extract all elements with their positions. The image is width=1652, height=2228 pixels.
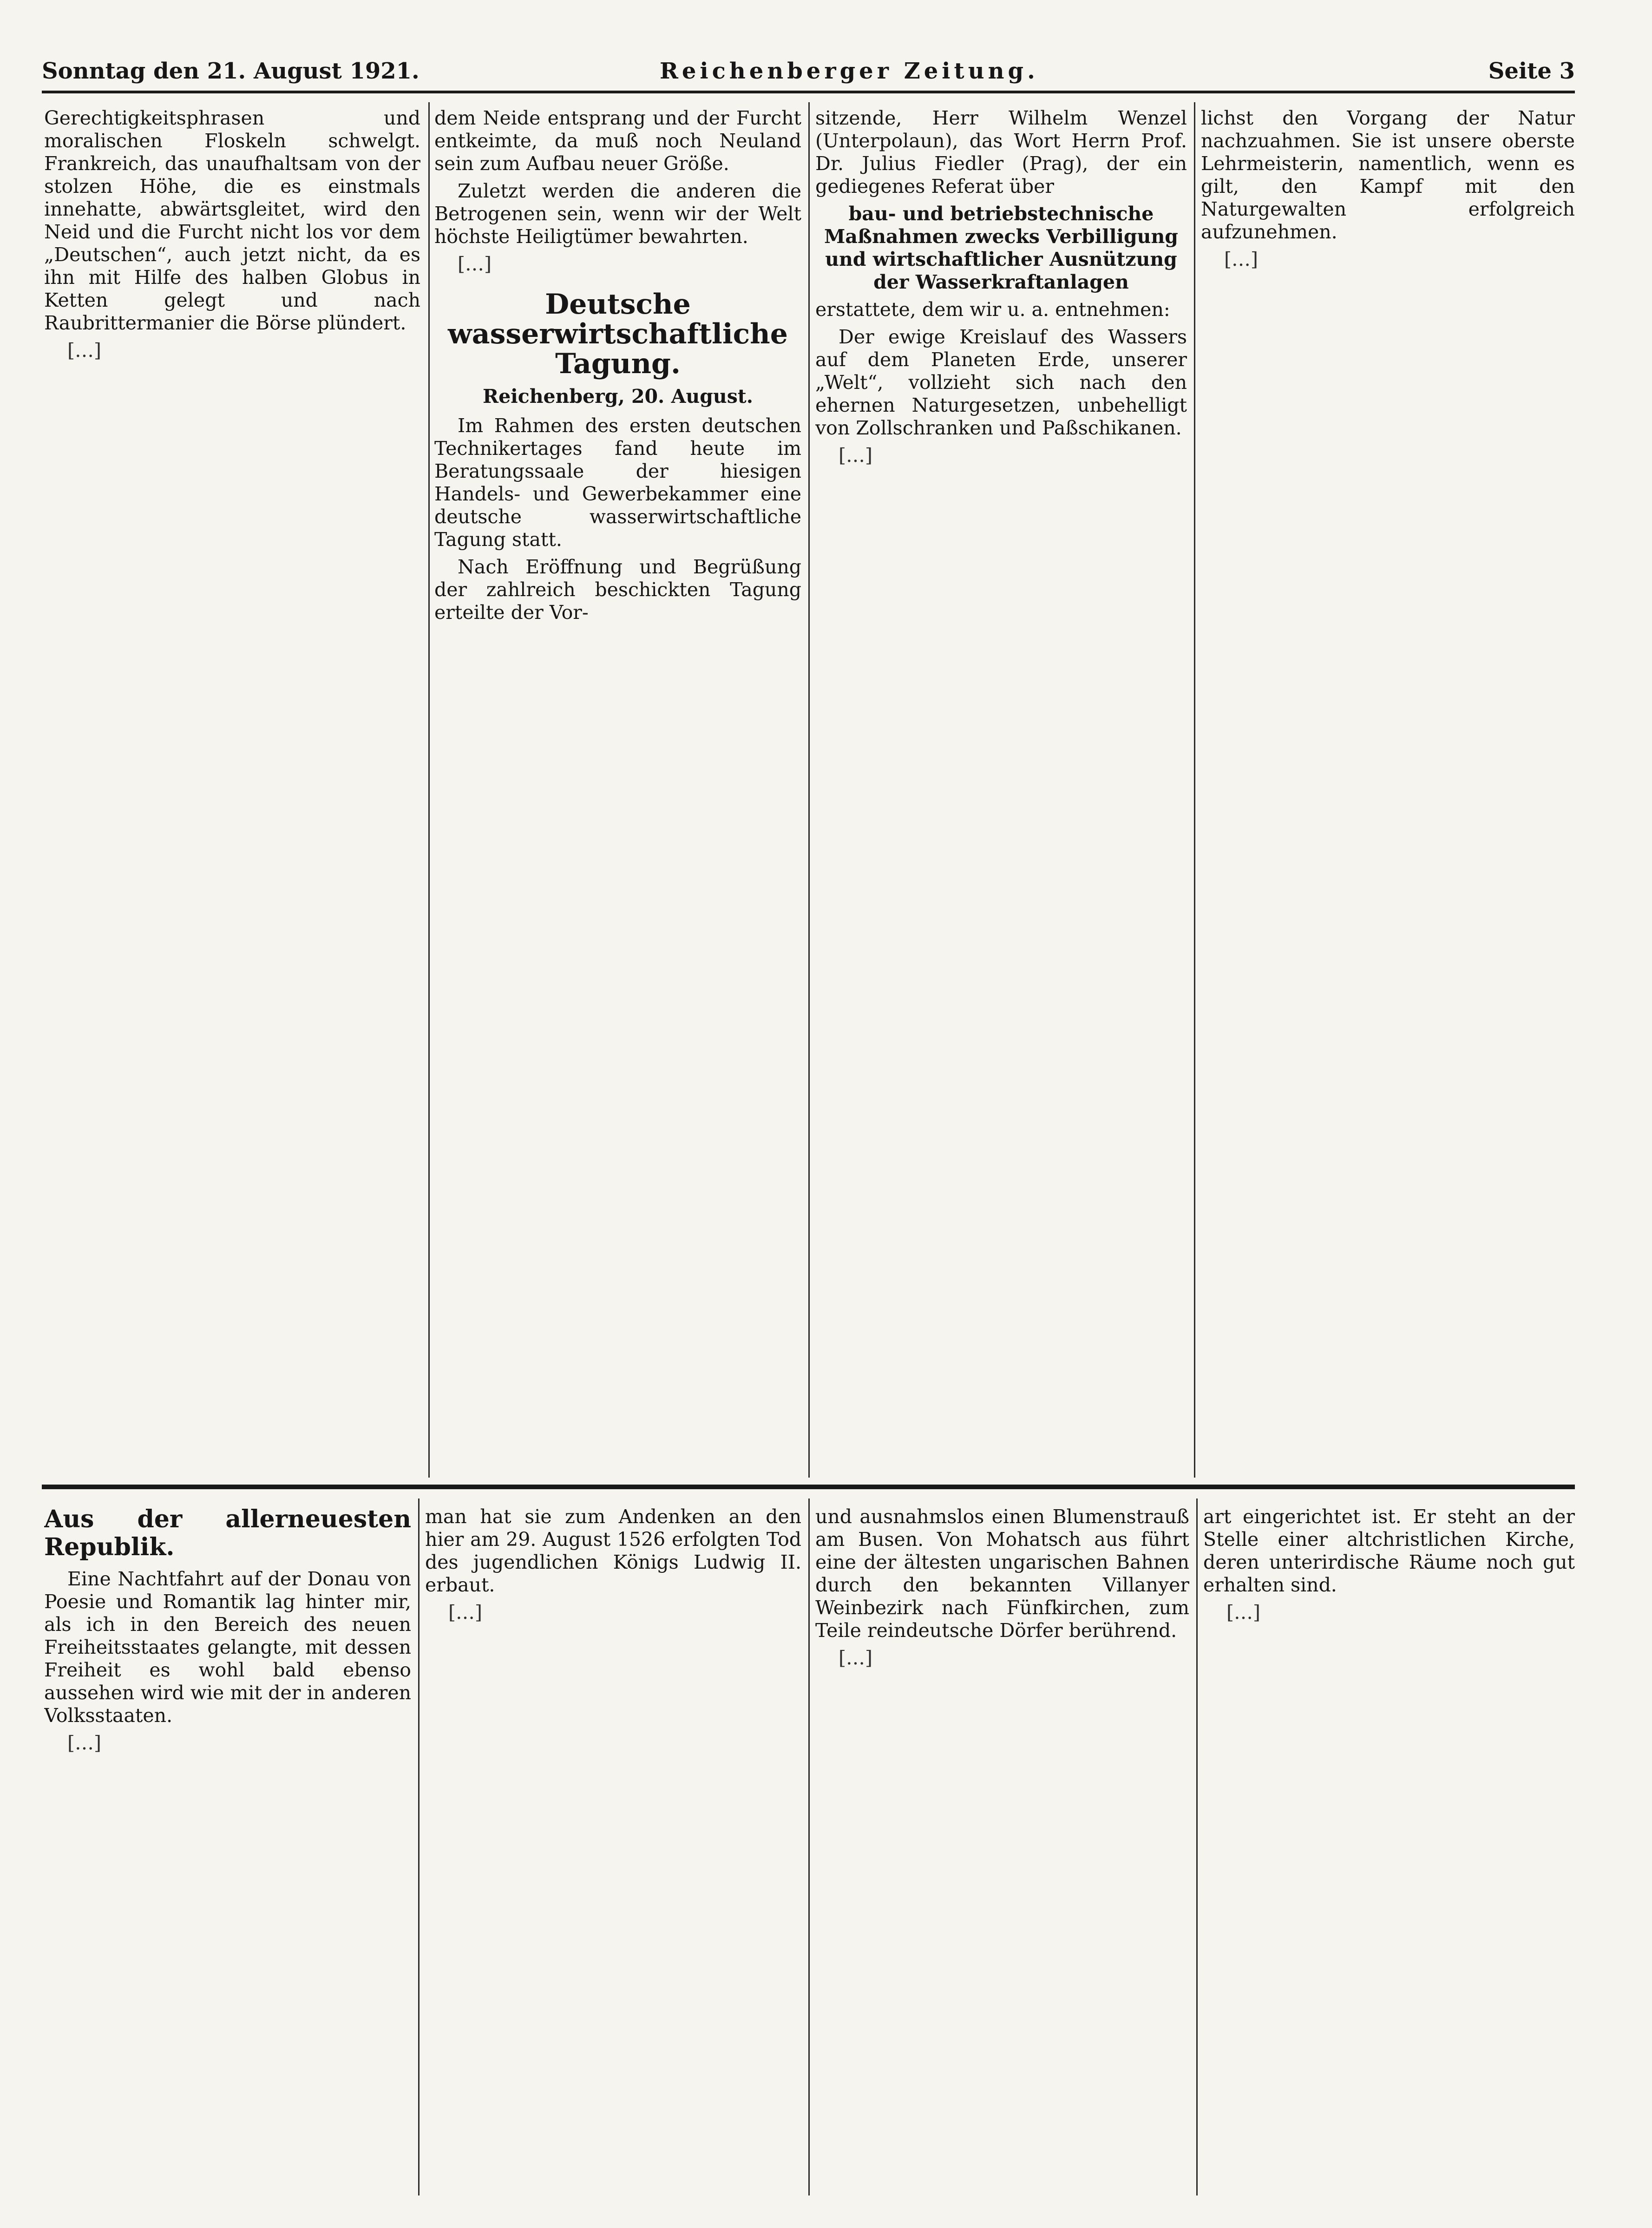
article-headline: Deutsche wasserwirtschaftliche Tagung.: [448, 288, 788, 380]
column-rule: [1194, 102, 1195, 1478]
paragraph: […]: [839, 444, 872, 467]
paragraph: Der ewige Kreislauf des Wassers auf dem Planeten Erde, unserer „Welt“, vollzieht sich nach den ehernen Naturgesetzen, unbehelligt von Zollschranken und Paßschikanen.: [815, 326, 1187, 439]
paragraph: […]: [1224, 248, 1258, 270]
lecture-title: bau- und betriebstechnische Maßnahmen zwecks Verbilligung und wirtschaftlicher Ausnützung der Wasserkraftanlagen: [824, 203, 1178, 293]
paragraph: lichst den Vorgang der Natur nachzuahmen. Sie ist unsere oberste Lehrmeisterin, namentlich, wenn es gilt, den Kampf mit den Naturgewalten erfolgreich aufzunehmen.: [1201, 107, 1575, 243]
column-rule: [808, 1498, 810, 2195]
column-rule: [1196, 1498, 1198, 2195]
paragraph: und ausnahmslos einen Blumenstrauß am Busen. Von Mohatsch aus führt eine der ältesten ungarischen Bahnen durch den bekannten Villanyer Weinbezirk nach Fünfkirchen, zum Teile reindeutsche Dörfer berührend.: [815, 1505, 1189, 1642]
paragraph: man hat sie zum Andenken an den hier am 29. August 1526 erfolgten Tod des jugendlichen Königs Ludwig II. erbaut.: [425, 1505, 801, 1596]
lower-column-3: [815, 1505, 1189, 2193]
paragraph: Zuletzt werden die anderen die Betrogenen sein, wenn wir der Welt höchste Heiligtümer bewahrten.: [434, 180, 801, 248]
paragraph: […]: [67, 1732, 101, 1754]
article-dateline: Reichenberg, 20. August.: [483, 385, 753, 407]
paragraph: […]: [458, 253, 492, 275]
paragraph: art eingerichtet ist. Er steht an der Stelle einer altchristlichen Kirche, deren unterirdische Räume noch gut erhalten sind.: [1203, 1505, 1575, 1596]
article-headline: Aus der allerneuesten Republik.: [44, 1505, 411, 1561]
masthead: [42, 58, 1575, 93]
upper-column-1: [44, 107, 420, 1473]
paragraph: dem Neide entsprang und der Furcht entkeimte, da muß noch Neuland sein zum Aufbau neuer Größe.: [434, 107, 801, 175]
column-rule: [808, 102, 810, 1478]
paragraph: Gerechtigkeitsphrasen und moralischen Floskeln schwelgt. Frankreich, das unaufhaltsam von der stolzen Höhe, die es einstmals innehatte, abwärtsgleitet, wird den Neid und die Furcht nicht los vor dem „Deutschen“, auch jetzt nicht, da es ihn mit Hilfe des halben Globus in Ketten gelegt und nach Raubrittermanier die Börse plündert.: [44, 107, 420, 334]
paragraph: erstattete, dem wir u. a. entnehmen:: [815, 298, 1170, 321]
upper-column-2: [434, 107, 801, 1473]
lower-column-4: [1203, 1505, 1575, 2193]
page-number: Seite 3: [1488, 58, 1575, 84]
paragraph: Im Rahmen des ersten deutschen Technikertages fand heute im Beratungssaale der hiesigen Handels- und Gewerbekammer eine deutsche wasserwirtschaftliche Tagung statt.: [434, 414, 801, 551]
paragraph: Eine Nachtfahrt auf der Donau von Poesie und Romantik lag hinter mir, als ich in den Bereich des neuen Freiheitsstaates gelangte, mit dessen Freiheit es wohl bald ebenso aussehen wird wie mit der in anderen Volksstaaten.: [44, 1568, 411, 1727]
section-divider: [42, 1485, 1575, 1489]
issue-date: Sonntag den 21. August 1921.: [42, 58, 420, 84]
newspaper-title: Reichenberger Zeitung.: [660, 58, 1039, 84]
upper-column-4: [1201, 107, 1575, 1473]
paragraph: Nach Eröffnung und Begrüßung der zahlreich beschickten Tagung erteilte der Vor-: [434, 556, 801, 624]
paragraph: sitzende, Herr Wilhelm Wenzel (Unterpolaun), das Wort Herrn Prof. Dr. Julius Fiedler (Prag), der ein gediegenes Referat über: [815, 107, 1187, 197]
paragraph: […]: [1226, 1601, 1260, 1623]
paragraph: […]: [448, 1601, 482, 1623]
column-rule: [418, 1498, 420, 2195]
paragraph: […]: [839, 1647, 872, 1669]
lower-column-2: [425, 1505, 801, 2193]
lower-column-1: [44, 1505, 411, 2193]
column-rule: [428, 102, 430, 1478]
paragraph: […]: [67, 339, 101, 361]
upper-column-3: [815, 107, 1187, 1473]
